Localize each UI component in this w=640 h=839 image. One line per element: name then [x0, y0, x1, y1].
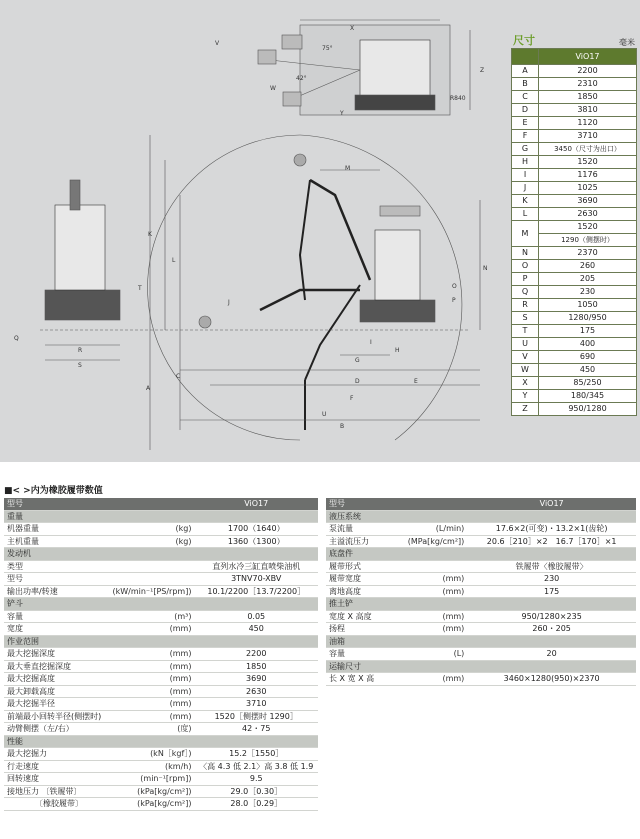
- dim-value: 230: [539, 286, 637, 299]
- dim-key: Y: [512, 390, 539, 403]
- spec-unit: (L): [390, 648, 468, 661]
- bucket-side: [199, 316, 211, 328]
- spec-unit: [107, 573, 194, 586]
- dim-letter-a: A: [146, 385, 151, 392]
- table-row: [4, 698, 318, 711]
- dim-key: P: [512, 273, 539, 286]
- table-row: [4, 748, 318, 761]
- dim-letter-r: R: [78, 347, 83, 354]
- spec-value: 1700（1640）: [194, 523, 318, 536]
- spec-unit: (kg): [107, 535, 194, 548]
- spec-value: 〈高 4.3 低 2.1〉高 3.8 低 1.9: [194, 760, 318, 773]
- spec-value: 3460×1280(950)×2370: [467, 673, 636, 686]
- table-row: [512, 195, 637, 208]
- spec-category-row: [4, 548, 318, 561]
- spec-label: 最大挖掘深度: [4, 648, 107, 661]
- spec-category-row: [326, 598, 636, 611]
- dim-key: D: [512, 104, 539, 117]
- table-row: [512, 299, 637, 312]
- spec-value: 29.0［0.30］: [194, 785, 318, 798]
- spec-category-label: 铲斗: [4, 598, 318, 611]
- dim-value: 2370: [539, 247, 637, 260]
- spec-category-row: [326, 548, 636, 561]
- dim-key: R: [512, 299, 539, 312]
- spec-value: 20: [467, 648, 636, 661]
- dim-value: 1520: [539, 221, 637, 234]
- table-row: [4, 710, 318, 723]
- spec-label: 履带形式: [326, 560, 390, 573]
- angle-top-label: 75°: [322, 45, 333, 52]
- table-row: [512, 351, 637, 364]
- spec-unit: (mm): [390, 610, 468, 623]
- dim-letter-w: W: [270, 85, 276, 92]
- spec-value: 3TNV70-XBV: [194, 573, 318, 586]
- spec-label: 输出功率/转速: [4, 585, 107, 598]
- dim-key: S: [512, 312, 539, 325]
- spec-label: 最大挖掘高度: [4, 673, 107, 686]
- side-view-track: [360, 300, 435, 322]
- spec-value: 3710: [194, 698, 318, 711]
- table-row: [512, 156, 637, 169]
- dim-letter-y: Y: [340, 110, 344, 117]
- table-row: [326, 573, 636, 586]
- spec-value: 28.0［0.29］: [194, 798, 318, 811]
- spec-unit: (mm): [107, 623, 194, 636]
- table-row: [512, 338, 637, 351]
- table-row: [512, 260, 637, 273]
- bucket-raised: [294, 154, 306, 166]
- dim-key: J: [512, 182, 539, 195]
- table-row: [4, 573, 318, 586]
- table-row: [4, 610, 318, 623]
- spec-label: 容量: [4, 610, 107, 623]
- spec-category-row: [4, 635, 318, 648]
- table-row: [512, 390, 637, 403]
- spec-label: 类型: [4, 560, 107, 573]
- spec-value: 9.5: [194, 773, 318, 786]
- dim-value: 1520: [539, 156, 637, 169]
- spec-label: 型号: [4, 573, 107, 586]
- dim-letter-q: Q: [14, 335, 19, 342]
- dim-value: 2200: [539, 65, 637, 78]
- table-row: [512, 91, 637, 104]
- spec-value: 直列水冷三缸直喷柴油机: [194, 560, 318, 573]
- table-row: [326, 623, 636, 636]
- dim-key: B: [512, 78, 539, 91]
- spec-unit: (km/h): [107, 760, 194, 773]
- dim-value: 205: [539, 273, 637, 286]
- rubber-track-note: ■< >内为橡胶履带数值: [4, 486, 103, 496]
- table-row: [4, 760, 318, 773]
- dim-key: F: [512, 130, 539, 143]
- table-row: [4, 673, 318, 686]
- spec-label: 最大挖掘半径: [4, 698, 107, 711]
- spec-unit: (min⁻¹[rpm]): [107, 773, 194, 786]
- spec-label: 回转速度: [4, 773, 107, 786]
- spec-unit: (L/min): [390, 523, 468, 536]
- spec-label: 最大垂直挖掘深度: [4, 660, 107, 673]
- bucket-top-2: [258, 50, 276, 64]
- spec-label: 行走速度: [4, 760, 107, 773]
- table-row: [4, 798, 318, 811]
- bucket-top-1: [282, 35, 302, 49]
- spec-unit: (kW/min⁻¹[PS/rpm]): [107, 585, 194, 598]
- spec-unit: (mm): [390, 623, 468, 636]
- dim-letter-t: T: [138, 285, 142, 292]
- spec-category-label: 重量: [4, 510, 318, 523]
- spec-value: 1520［侧摆时 1290］: [194, 710, 318, 723]
- spec-label: 接地压力 〔铁履带〕: [4, 785, 107, 798]
- dim-value: 180/345: [539, 390, 637, 403]
- spec-label: 主溢流压力: [326, 535, 390, 548]
- dimension-title: 尺寸: [513, 34, 535, 47]
- dim-letter-h: H: [395, 347, 400, 354]
- dim-letter-v: V: [215, 40, 220, 47]
- table-row: [512, 221, 637, 234]
- front-view-track: [45, 290, 120, 320]
- spec-header-unit: [107, 498, 194, 510]
- table-row: [512, 117, 637, 130]
- dim-letter-n: N: [483, 265, 488, 272]
- table-row: [512, 169, 637, 182]
- dim-key: N: [512, 247, 539, 260]
- dim-value: 2630: [539, 208, 637, 221]
- dim-letter-e: E: [414, 378, 418, 385]
- table-row: [4, 660, 318, 673]
- dim-letter-i: I: [370, 339, 372, 346]
- top-view-track: [355, 95, 435, 110]
- spec-value: 260・205: [467, 623, 636, 636]
- dim-letter-c: C: [176, 373, 181, 380]
- table-row: [326, 523, 636, 536]
- spec-category-row: [326, 635, 636, 648]
- spec-unit: (mm): [107, 648, 194, 661]
- table-row: [326, 560, 636, 573]
- dim-value: 950/1280: [539, 403, 637, 416]
- table-row: [512, 182, 637, 195]
- table-row: [4, 560, 318, 573]
- spec-value: 17.6×2(可变)・13.2×1(齿轮): [467, 523, 636, 536]
- dim-key: O: [512, 260, 539, 273]
- dimension-table-corner: [512, 49, 539, 65]
- dim-key: M: [512, 221, 539, 247]
- table-row: [512, 78, 637, 91]
- dimension-table: [511, 48, 637, 416]
- spec-value: 15.2［1550］: [194, 748, 318, 761]
- dim-letter-m: M: [345, 165, 351, 172]
- dim-key: V: [512, 351, 539, 364]
- dim-key: A: [512, 65, 539, 78]
- dim-key: X: [512, 377, 539, 390]
- dim-key: I: [512, 169, 539, 182]
- spec-label: 扬程: [326, 623, 390, 636]
- angle-bottom-label: 42°: [296, 75, 307, 82]
- dim-value: 175: [539, 325, 637, 338]
- dim-value: 450: [539, 364, 637, 377]
- table-row: [326, 535, 636, 548]
- spec-unit: (kg): [107, 523, 194, 536]
- spec-unit: (mm): [390, 673, 468, 686]
- table-row: [512, 312, 637, 325]
- spec-label: 最大卸载高度: [4, 685, 107, 698]
- spec-category-label: 底盘件: [326, 548, 636, 561]
- spec-value: 1850: [194, 660, 318, 673]
- spec-unit: (mm): [107, 710, 194, 723]
- dimension-panel-header: [511, 30, 637, 48]
- dimension-model: ViO17: [539, 49, 637, 65]
- spec-header-model: ViO17: [467, 498, 636, 510]
- spec-header-row: [4, 498, 318, 510]
- table-row: [512, 286, 637, 299]
- spec-header-label: 型号: [4, 498, 107, 510]
- spec-label: 动臂侧摆（左/右）: [4, 723, 107, 736]
- spec-unit: (kPa[kg/cm²]): [107, 798, 194, 811]
- table-row: [512, 143, 637, 156]
- dimension-panel: [511, 30, 637, 416]
- table-row: [512, 65, 637, 78]
- spec-value: 450: [194, 623, 318, 636]
- spec-label: 长 X 宽 X 高: [326, 673, 390, 686]
- spec-value: 2200: [194, 648, 318, 661]
- dim-key: L: [512, 208, 539, 221]
- dim-letter-o: O: [452, 283, 457, 290]
- table-row: [4, 785, 318, 798]
- dim-letter-b: B: [340, 423, 345, 430]
- table-row: [512, 273, 637, 286]
- spec-unit: (mm): [107, 660, 194, 673]
- dim-key: Z: [512, 403, 539, 416]
- spec-label: 宽度 X 高度: [326, 610, 390, 623]
- spec-value: 175: [467, 585, 636, 598]
- spec-unit: (度): [107, 723, 194, 736]
- side-view-canopy: [380, 206, 420, 216]
- dim-value: 2310: [539, 78, 637, 91]
- dim-key: Q: [512, 286, 539, 299]
- spec-value: 950/1280×235: [467, 610, 636, 623]
- table-row: [512, 208, 637, 221]
- spec-label: 〔橡胶履带〕: [4, 798, 107, 811]
- spec-label: 前端最小回转半径(侧摆时): [4, 710, 107, 723]
- dim-letter-d: D: [355, 378, 360, 385]
- dim-value: 400: [539, 338, 637, 351]
- dim-key: W: [512, 364, 539, 377]
- spec-value: 0.05: [194, 610, 318, 623]
- table-row: [512, 377, 637, 390]
- table-row: [512, 104, 637, 117]
- table-row: [326, 648, 636, 661]
- spec-value: 铁履带〈橡胶履带〉: [467, 560, 636, 573]
- front-view-cab: [55, 205, 105, 290]
- spec-label: 主机重量: [4, 535, 107, 548]
- dim-value: 3810: [539, 104, 637, 117]
- dim-key: E: [512, 117, 539, 130]
- spec-value: 20.6［210］×2 16.7［170］×1: [467, 535, 636, 548]
- spec-unit: [390, 560, 468, 573]
- dim-letter-x: X: [350, 25, 355, 32]
- table-row: [4, 773, 318, 786]
- table-row: [4, 535, 318, 548]
- dim-value: 1025: [539, 182, 637, 195]
- spec-header-row: [326, 498, 636, 510]
- table-row: [4, 685, 318, 698]
- dimension-unit: 毫米: [619, 38, 635, 47]
- dim-key: C: [512, 91, 539, 104]
- spec-header-label: 型号: [326, 498, 390, 510]
- spec-label: 宽度: [4, 623, 107, 636]
- dim-value: 1120: [539, 117, 637, 130]
- spec-unit: (mm): [390, 573, 468, 586]
- table-row: [512, 403, 637, 416]
- spec-unit: (kPa[kg/cm²]): [107, 785, 194, 798]
- spec-category-row: [326, 660, 636, 673]
- dim-key: T: [512, 325, 539, 338]
- excavator-dimension-drawing: [0, 0, 508, 462]
- table-row: [512, 364, 637, 377]
- spec-category-label: 推土铲: [326, 598, 636, 611]
- dim-letter-z: Z: [480, 67, 485, 74]
- table-row: [4, 723, 318, 736]
- spec-value: 2630: [194, 685, 318, 698]
- spec-category-label: 运输尺寸: [326, 660, 636, 673]
- dim-letter-j: J: [228, 299, 230, 306]
- dim-letter-l: L: [172, 257, 176, 264]
- dim-value: 85/250: [539, 377, 637, 390]
- spec-unit: (kN［kgf］): [107, 748, 194, 761]
- table-row: [326, 585, 636, 598]
- table-row: [4, 585, 318, 598]
- dim-value: 1850: [539, 91, 637, 104]
- spec-unit: (mm): [107, 698, 194, 711]
- dim-letter-g: G: [355, 357, 360, 364]
- dim-value: 3690: [539, 195, 637, 208]
- dim-letter-f: F: [350, 395, 354, 402]
- spec-category-label: 液压系统: [326, 510, 636, 523]
- spec-label: 履带宽度: [326, 573, 390, 586]
- spec-value: 230: [467, 573, 636, 586]
- spec-label: 机器重量: [4, 523, 107, 536]
- front-view-boom: [70, 180, 80, 210]
- spec-label: 泵流量: [326, 523, 390, 536]
- dim-value: 1280/950: [539, 312, 637, 325]
- table-row: [4, 623, 318, 636]
- spec-category-label: 性能: [4, 735, 318, 748]
- dim-letter-s: S: [78, 362, 82, 369]
- spec-category-row: [326, 510, 636, 523]
- spec-table-right: [326, 498, 636, 686]
- table-row: [512, 325, 637, 338]
- table-row: [4, 648, 318, 661]
- dim-key: K: [512, 195, 539, 208]
- bucket-top-3: [283, 92, 301, 106]
- spec-category-row: [4, 510, 318, 523]
- table-row: [326, 610, 636, 623]
- dim-value: 260: [539, 260, 637, 273]
- dim-value: 690: [539, 351, 637, 364]
- spec-unit: [107, 560, 194, 573]
- spec-label: 最大挖掘力: [4, 748, 107, 761]
- dim-value: 1176: [539, 169, 637, 182]
- spec-unit: (mm): [390, 585, 468, 598]
- dim-value: 3450（尺寸为出口）: [539, 143, 637, 156]
- dim-key: U: [512, 338, 539, 351]
- dim-letter-p: P: [452, 297, 456, 304]
- radius-label: R840: [450, 95, 466, 102]
- spec-table-left: [4, 498, 318, 811]
- spec-category-row: [4, 735, 318, 748]
- spec-category-label: 作业范围: [4, 635, 318, 648]
- spec-unit: (MPa[kg/cm²]): [390, 535, 468, 548]
- spec-value: 3690: [194, 673, 318, 686]
- spec-header-unit: [390, 498, 468, 510]
- spec-label: 容量: [326, 648, 390, 661]
- table-row: [326, 673, 636, 686]
- spec-label: 离地高度: [326, 585, 390, 598]
- table-row: [4, 523, 318, 536]
- dim-key: H: [512, 156, 539, 169]
- dim-value: 3710: [539, 130, 637, 143]
- table-row: [512, 247, 637, 260]
- dim-value: 1290（侧摆时）: [539, 234, 637, 247]
- dim-letter-u: U: [322, 411, 327, 418]
- spec-unit: (mm): [107, 673, 194, 686]
- table-row: [512, 130, 637, 143]
- spec-unit: (mm): [107, 685, 194, 698]
- spec-header-model: ViO17: [194, 498, 318, 510]
- spec-value: 10.1/2200［13.7/2200］: [194, 585, 318, 598]
- spec-category-label: 油箱: [326, 635, 636, 648]
- spec-category-label: 发动机: [4, 548, 318, 561]
- dim-value: 1050: [539, 299, 637, 312]
- spec-unit: (m³): [107, 610, 194, 623]
- dim-key: G: [512, 143, 539, 156]
- spec-value: 42・75: [194, 723, 318, 736]
- spec-value: 1360（1300）: [194, 535, 318, 548]
- dim-letter-k: K: [148, 231, 152, 238]
- spec-category-row: [4, 598, 318, 611]
- side-view-cab: [375, 230, 420, 300]
